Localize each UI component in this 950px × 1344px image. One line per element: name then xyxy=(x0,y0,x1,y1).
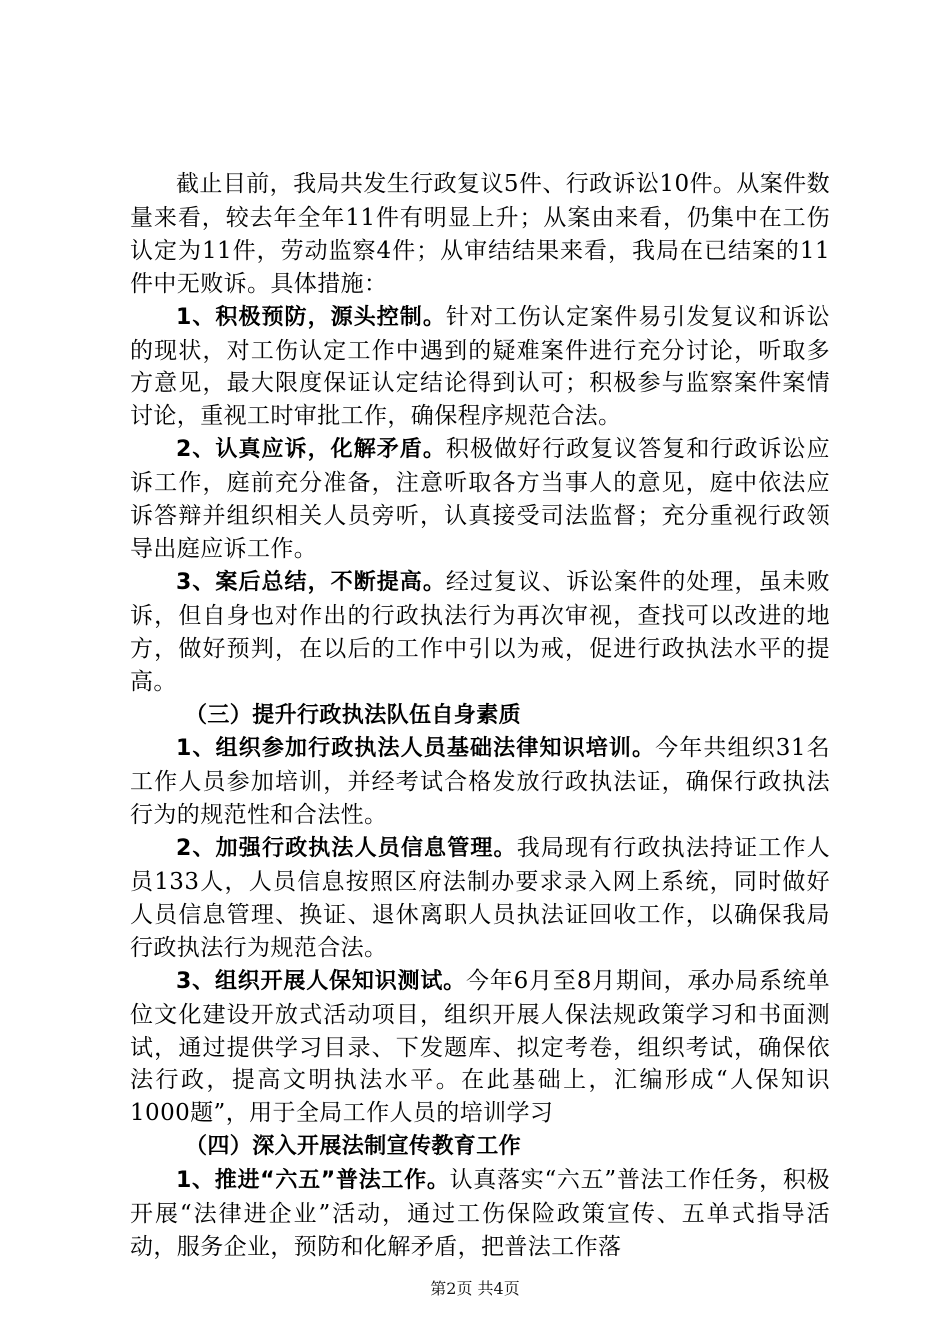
section-heading-text: （四）深入开展法制宣传教育工作 xyxy=(185,1134,522,1160)
document-body xyxy=(130,168,830,1264)
paragraph-info-management xyxy=(130,832,830,965)
paragraph-summary xyxy=(130,168,830,301)
paragraph-text: 经过复议、诉讼案件的处理，虽未败诉，但自身也对作出的行政执法行为再次审视，查找可以改进的地方，做好预判，在以后的工作中引以为戒，促进行政执法水平的提高。 xyxy=(130,568,831,695)
paragraph-lead: 1、积极预防，源头控制。 xyxy=(176,304,446,330)
paragraph-lead: 3、组织开展人保知识测试。 xyxy=(176,968,466,994)
paragraph-text: 我局现有行政执法持证工作人员133人，人员信息按照区府法制办要求录入网上系统，同时做好人员信息管理、换证、退休离职人员执法证回收工作，以确保我局行政执法行为规范合法。 xyxy=(130,835,831,961)
paragraph-lead: 2、认真应诉，化解矛盾。 xyxy=(176,437,446,463)
paragraph-measure-3 xyxy=(130,566,830,699)
paragraph-lead: 3、案后总结，不断提高。 xyxy=(176,569,446,595)
paragraph-lead: 1、推进“六五”普法工作。 xyxy=(176,1168,450,1194)
paragraph-knowledge-test xyxy=(130,965,830,1131)
paragraph-legal-education xyxy=(130,1164,830,1264)
paragraph-text: 积极做好行政复议答复和行政诉讼应诉工作，庭前充分准备，注意听取各方当事人的意见，庭中依法应诉答辩并组织相关人员旁听，认真接受司法监督；充分重视行政领导出庭应诉工作。 xyxy=(130,436,831,562)
paragraph-text: 截止目前，我局共发生行政复议5件、行政诉讼10件。从案件数量来看，较去年全年11件有明显上升；从案由来看，仍集中在工伤认定为11件，劳动监察4件；从审结结果来看，我局在已结案的11件中无败诉。具体措施： xyxy=(130,171,830,297)
section-heading-text: （三）提升行政执法队伍自身素质 xyxy=(185,702,522,728)
paragraph-measure-1 xyxy=(130,301,830,434)
page-number-footer: 第2页 共4页 xyxy=(430,1279,520,1298)
paragraph-text: 今年共组织31名工作人员参加培训，并经考试合格发放行政执法证，确保行政执法行为的规范性和合法性。 xyxy=(130,735,830,829)
paragraph-training xyxy=(130,732,830,832)
section-heading-4 xyxy=(130,1130,830,1164)
section-heading-3 xyxy=(130,699,830,733)
paragraph-text: 针对工伤认定案件易引发复议和诉讼的现状，对工伤认定工作中遇到的疑难案件进行充分讨论，听取多方意见，最大限度保证认定结论得到认可；积极参与监察案件案情讨论，重视工时审批工作，确保程序规范合法。 xyxy=(130,303,831,430)
paragraph-lead: 1、组织参加行政执法人员基础法律知识培训。 xyxy=(176,736,656,762)
paragraph-text: 今年6月至8月期间，承办局系统单位文化建设开放式活动项目，组织开展人保法规政策学习和书面测试，通过提供学习目录、下发题库、拟定考卷，组织考试，确保依法行政，提高文明执法水平。在此基础上，汇编形成“人保知识1000题”，用于全局工作人员的培训学习 xyxy=(130,967,830,1127)
paragraph-measure-2 xyxy=(130,433,830,566)
paragraph-text: 认真落实“六五”普法工作任务，积极开展“法律进企业”活动，通过工伤保险政策宣传、五单式指导活动，服务企业，预防和化解矛盾，把普法工作落 xyxy=(130,1167,830,1260)
paragraph-lead: 2、加强行政执法人员信息管理。 xyxy=(176,836,517,862)
